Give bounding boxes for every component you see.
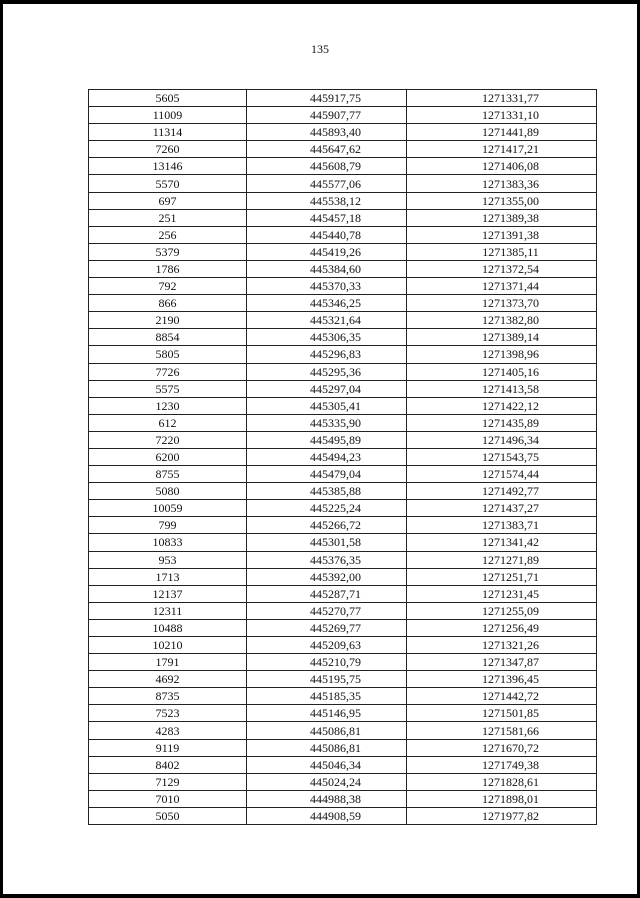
point-number-cell: 8735 <box>89 688 247 705</box>
point-number-cell: 1786 <box>89 260 247 277</box>
scan-border-left <box>0 0 3 898</box>
y-coordinate-cell: 1271255,09 <box>407 602 597 619</box>
table-row <box>89 568 597 585</box>
y-coordinate-cell: 1271574,44 <box>407 466 597 483</box>
point-number-cell: 12137 <box>89 585 247 602</box>
table-row <box>89 688 597 705</box>
x-coordinate-cell: 445376,35 <box>247 551 407 568</box>
table-row <box>89 807 597 824</box>
point-number-cell: 792 <box>89 278 247 295</box>
y-coordinate-cell: 1271355,00 <box>407 192 597 209</box>
y-coordinate-cell: 1271271,89 <box>407 551 597 568</box>
x-coordinate-cell: 445608,79 <box>247 158 407 175</box>
table-row <box>89 295 597 312</box>
y-coordinate-cell: 1271670,72 <box>407 739 597 756</box>
point-number-cell: 799 <box>89 517 247 534</box>
point-number-cell: 1230 <box>89 397 247 414</box>
y-coordinate-cell: 1271422,12 <box>407 397 597 414</box>
point-number-cell: 8402 <box>89 756 247 773</box>
point-number-cell: 4283 <box>89 722 247 739</box>
y-coordinate-cell: 1271543,75 <box>407 448 597 465</box>
table-row <box>89 517 597 534</box>
table-row <box>89 585 597 602</box>
point-number-cell: 11009 <box>89 107 247 124</box>
x-coordinate-cell: 445086,81 <box>247 722 407 739</box>
scan-border-bottom <box>0 894 640 898</box>
table-row <box>89 414 597 431</box>
y-coordinate-cell: 1271321,26 <box>407 637 597 654</box>
y-coordinate-cell: 1271371,44 <box>407 278 597 295</box>
y-coordinate-cell: 1271256,49 <box>407 619 597 636</box>
x-coordinate-cell: 445494,23 <box>247 448 407 465</box>
y-coordinate-cell: 1271496,34 <box>407 431 597 448</box>
x-coordinate-cell: 445269,77 <box>247 619 407 636</box>
x-coordinate-cell: 445335,90 <box>247 414 407 431</box>
point-number-cell: 6200 <box>89 448 247 465</box>
point-number-cell: 7726 <box>89 363 247 380</box>
y-coordinate-cell: 1271331,77 <box>407 90 597 107</box>
table-row <box>89 705 597 722</box>
point-number-cell: 5605 <box>89 90 247 107</box>
point-number-cell: 251 <box>89 209 247 226</box>
point-number-cell: 2190 <box>89 312 247 329</box>
y-coordinate-cell: 1271749,38 <box>407 756 597 773</box>
y-coordinate-cell: 1271251,71 <box>407 568 597 585</box>
point-number-cell: 7260 <box>89 141 247 158</box>
point-number-cell: 7129 <box>89 773 247 790</box>
scan-border-top <box>0 0 640 4</box>
table-row <box>89 500 597 517</box>
point-number-cell: 7220 <box>89 431 247 448</box>
coordinates-table-body <box>89 90 597 825</box>
x-coordinate-cell: 445210,79 <box>247 654 407 671</box>
table-row <box>89 483 597 500</box>
x-coordinate-cell: 445495,89 <box>247 431 407 448</box>
table-row <box>89 637 597 654</box>
table-row <box>89 534 597 551</box>
table-row <box>89 158 597 175</box>
point-number-cell: 5080 <box>89 483 247 500</box>
x-coordinate-cell: 445086,81 <box>247 739 407 756</box>
x-coordinate-cell: 445046,34 <box>247 756 407 773</box>
point-number-cell: 12311 <box>89 602 247 619</box>
table-row <box>89 346 597 363</box>
table-row <box>89 124 597 141</box>
point-number-cell: 866 <box>89 295 247 312</box>
x-coordinate-cell: 445146,95 <box>247 705 407 722</box>
y-coordinate-cell: 1271391,38 <box>407 226 597 243</box>
y-coordinate-cell: 1271501,85 <box>407 705 597 722</box>
x-coordinate-cell: 445301,58 <box>247 534 407 551</box>
point-number-cell: 9119 <box>89 739 247 756</box>
y-coordinate-cell: 1271898,01 <box>407 790 597 807</box>
table-row <box>89 671 597 688</box>
coordinates-table <box>88 89 597 825</box>
x-coordinate-cell: 445457,18 <box>247 209 407 226</box>
point-number-cell: 10833 <box>89 534 247 551</box>
y-coordinate-cell: 1271347,87 <box>407 654 597 671</box>
y-coordinate-cell: 1271396,45 <box>407 671 597 688</box>
y-coordinate-cell: 1271442,72 <box>407 688 597 705</box>
table-row <box>89 551 597 568</box>
table-row <box>89 397 597 414</box>
y-coordinate-cell: 1271385,11 <box>407 243 597 260</box>
table-row <box>89 380 597 397</box>
table-row <box>89 773 597 790</box>
table-row <box>89 260 597 277</box>
x-coordinate-cell: 445024,24 <box>247 773 407 790</box>
point-number-cell: 5570 <box>89 175 247 192</box>
table-row <box>89 90 597 107</box>
table-row <box>89 722 597 739</box>
table-row <box>89 278 597 295</box>
table-row <box>89 209 597 226</box>
point-number-cell: 8854 <box>89 329 247 346</box>
x-coordinate-cell: 445321,64 <box>247 312 407 329</box>
point-number-cell: 697 <box>89 192 247 209</box>
x-coordinate-cell: 445297,04 <box>247 380 407 397</box>
x-coordinate-cell: 445306,35 <box>247 329 407 346</box>
x-coordinate-cell: 445346,25 <box>247 295 407 312</box>
point-number-cell: 5379 <box>89 243 247 260</box>
table-row <box>89 466 597 483</box>
x-coordinate-cell: 445647,62 <box>247 141 407 158</box>
point-number-cell: 10210 <box>89 637 247 654</box>
y-coordinate-cell: 1271977,82 <box>407 807 597 824</box>
point-number-cell: 7523 <box>89 705 247 722</box>
x-coordinate-cell: 445209,63 <box>247 637 407 654</box>
point-number-cell: 1791 <box>89 654 247 671</box>
table-row <box>89 141 597 158</box>
page-number: 135 <box>311 42 329 56</box>
y-coordinate-cell: 1271231,45 <box>407 585 597 602</box>
x-coordinate-cell: 445305,41 <box>247 397 407 414</box>
x-coordinate-cell: 445296,83 <box>247 346 407 363</box>
x-coordinate-cell: 445385,88 <box>247 483 407 500</box>
x-coordinate-cell: 445907,77 <box>247 107 407 124</box>
point-number-cell: 7010 <box>89 790 247 807</box>
x-coordinate-cell: 445392,00 <box>247 568 407 585</box>
x-coordinate-cell: 445225,24 <box>247 500 407 517</box>
table-row <box>89 329 597 346</box>
point-number-cell: 8755 <box>89 466 247 483</box>
point-number-cell: 13146 <box>89 158 247 175</box>
x-coordinate-cell: 445577,06 <box>247 175 407 192</box>
y-coordinate-cell: 1271389,14 <box>407 329 597 346</box>
y-coordinate-cell: 1271373,70 <box>407 295 597 312</box>
table-row <box>89 363 597 380</box>
table-row <box>89 739 597 756</box>
x-coordinate-cell: 445419,26 <box>247 243 407 260</box>
point-number-cell: 5805 <box>89 346 247 363</box>
x-coordinate-cell: 445538,12 <box>247 192 407 209</box>
table-row <box>89 243 597 260</box>
point-number-cell: 612 <box>89 414 247 431</box>
y-coordinate-cell: 1271389,38 <box>407 209 597 226</box>
y-coordinate-cell: 1271413,58 <box>407 380 597 397</box>
y-coordinate-cell: 1271383,36 <box>407 175 597 192</box>
x-coordinate-cell: 445270,77 <box>247 602 407 619</box>
y-coordinate-cell: 1271441,89 <box>407 124 597 141</box>
y-coordinate-cell: 1271828,61 <box>407 773 597 790</box>
y-coordinate-cell: 1271331,10 <box>407 107 597 124</box>
x-coordinate-cell: 445195,75 <box>247 671 407 688</box>
y-coordinate-cell: 1271406,08 <box>407 158 597 175</box>
y-coordinate-cell: 1271372,54 <box>407 260 597 277</box>
table-row <box>89 312 597 329</box>
x-coordinate-cell: 445370,33 <box>247 278 407 295</box>
y-coordinate-cell: 1271341,42 <box>407 534 597 551</box>
table-row <box>89 226 597 243</box>
point-number-cell: 256 <box>89 226 247 243</box>
y-coordinate-cell: 1271435,89 <box>407 414 597 431</box>
x-coordinate-cell: 444988,38 <box>247 790 407 807</box>
table-row <box>89 431 597 448</box>
table-row <box>89 107 597 124</box>
x-coordinate-cell: 445266,72 <box>247 517 407 534</box>
point-number-cell: 1713 <box>89 568 247 585</box>
x-coordinate-cell: 444908,59 <box>247 807 407 824</box>
x-coordinate-cell: 445893,40 <box>247 124 407 141</box>
x-coordinate-cell: 445384,60 <box>247 260 407 277</box>
table-row <box>89 654 597 671</box>
y-coordinate-cell: 1271581,66 <box>407 722 597 739</box>
y-coordinate-cell: 1271405,16 <box>407 363 597 380</box>
point-number-cell: 10488 <box>89 619 247 636</box>
table-row <box>89 448 597 465</box>
point-number-cell: 5575 <box>89 380 247 397</box>
x-coordinate-cell: 445295,36 <box>247 363 407 380</box>
y-coordinate-cell: 1271383,71 <box>407 517 597 534</box>
point-number-cell: 10059 <box>89 500 247 517</box>
table-row <box>89 790 597 807</box>
point-number-cell: 11314 <box>89 124 247 141</box>
x-coordinate-cell: 445287,71 <box>247 585 407 602</box>
y-coordinate-cell: 1271492,77 <box>407 483 597 500</box>
x-coordinate-cell: 445917,75 <box>247 90 407 107</box>
table-row <box>89 192 597 209</box>
x-coordinate-cell: 445185,35 <box>247 688 407 705</box>
x-coordinate-cell: 445440,78 <box>247 226 407 243</box>
table-row <box>89 175 597 192</box>
point-number-cell: 4692 <box>89 671 247 688</box>
y-coordinate-cell: 1271382,80 <box>407 312 597 329</box>
table-row <box>89 756 597 773</box>
table-row <box>89 602 597 619</box>
point-number-cell: 953 <box>89 551 247 568</box>
y-coordinate-cell: 1271417,21 <box>407 141 597 158</box>
table-row <box>89 619 597 636</box>
y-coordinate-cell: 1271437,27 <box>407 500 597 517</box>
x-coordinate-cell: 445479,04 <box>247 466 407 483</box>
y-coordinate-cell: 1271398,96 <box>407 346 597 363</box>
point-number-cell: 5050 <box>89 807 247 824</box>
